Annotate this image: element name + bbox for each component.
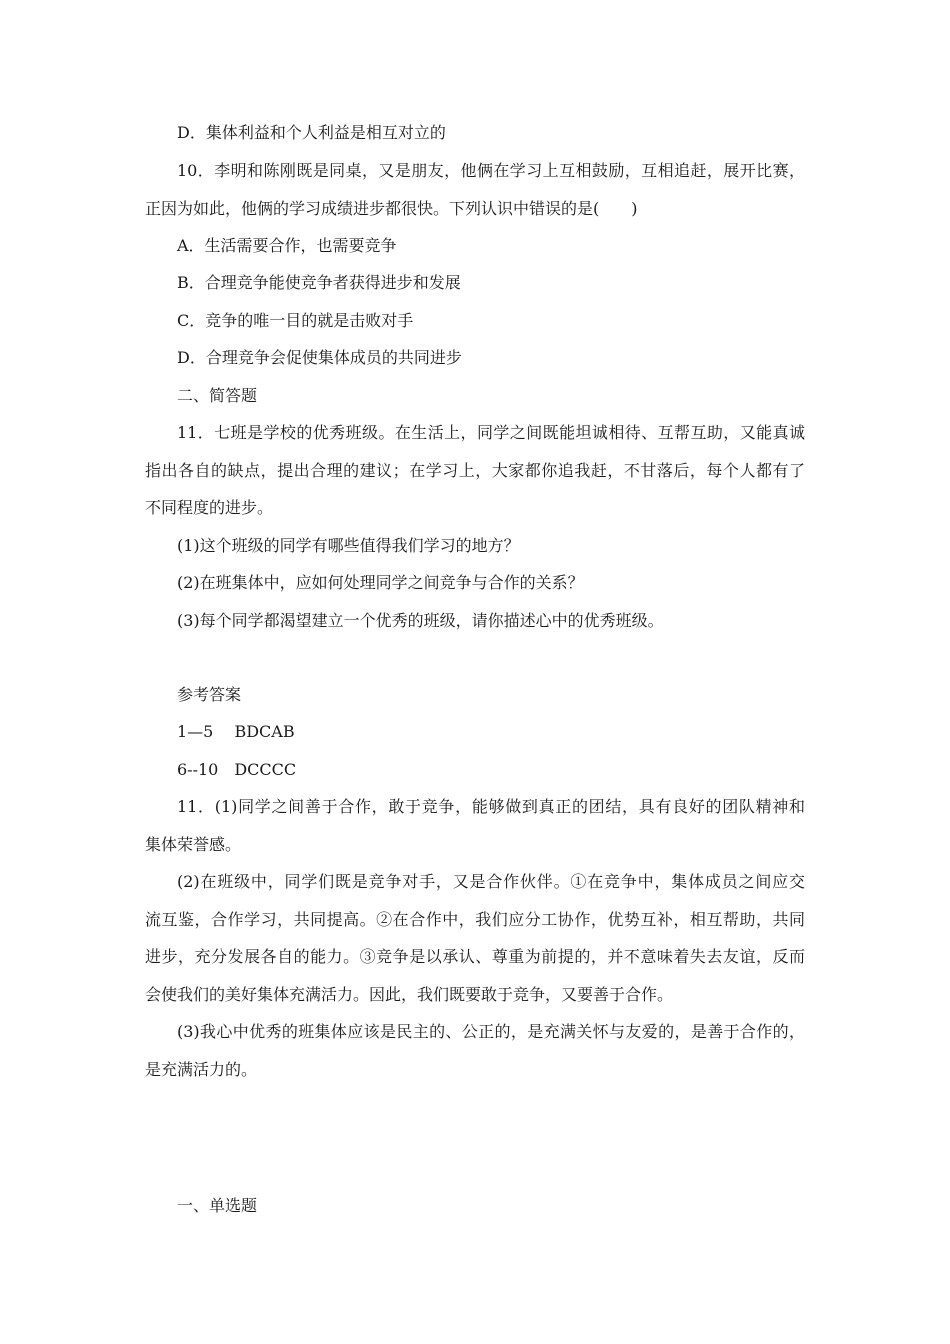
answers-row1: 1—5 BDCAB xyxy=(177,722,295,741)
q11-sub2: (2)在班集体中，应如何处理同学之间竞争与合作的关系？ xyxy=(177,573,584,592)
answer11-part3-line1: (3)我心中优秀的班集体应该是民主的、公正的，是充满关怀与友爱的，是善于合作的， xyxy=(177,1022,805,1041)
answer11-part2-line4: 会使我们的美好集体充满活力。因此，我们既要敢于竞争，又要善于合作。 xyxy=(145,985,674,1004)
q10-option-c: C．竞争的唯一目的就是击败对手 xyxy=(177,311,414,330)
q9-option-d: D．集体利益和个人利益是相互对立的 xyxy=(177,123,446,142)
q10-option-d: D．合理竞争会促使集体成员的共同进步 xyxy=(177,348,462,367)
q11-sub1: (1)这个班级的同学有哪些值得我们学习的地方？ xyxy=(177,536,520,555)
answer11-part1-line1: 11．(1)同学之间善于合作，敢于竞争，能够做到真正的团结，具有良好的团队精神和 xyxy=(177,797,805,816)
answer11-part3-line2: 是充满活力的。 xyxy=(145,1060,258,1079)
q11-stem-line2: 指出各自的缺点，提出合理的建议；在学习上，大家都你追我赶，不甘落后，每个人都有了 xyxy=(145,461,805,480)
section1-title: 一、单选题 xyxy=(177,1196,258,1215)
q10-option-a: A．生活需要合作，也需要竞争 xyxy=(177,236,397,255)
answer11-part1-line2: 集体荣誉感。 xyxy=(145,835,242,854)
q10-stem-line2: 正因为如此，他俩的学习成绩进步都很快。下列认识中错误的是( ) xyxy=(145,199,638,218)
section2-title: 二、简答题 xyxy=(177,386,258,405)
answer11-part2-line1: (2)在班级中，同学们既是竞争对手，又是合作伙伴。①在竞争中，集体成员之间应交 xyxy=(177,872,805,891)
answers-row2: 6--10 DCCCC xyxy=(177,760,297,779)
q10-stem-line1: 10．李明和陈刚既是同桌，又是朋友，他俩在学习上互相鼓励，互相追赶，展开比赛， xyxy=(177,161,805,180)
answers-title: 参考答案 xyxy=(177,685,242,704)
answer11-part2-line2: 流互鉴，合作学习，共同提高。②在合作中，我们应分工协作，优势互补，相互帮助，共同 xyxy=(145,910,805,929)
q11-stem-line1: 11．七班是学校的优秀班级。在生活上，同学之间既能坦诚相待、互帮互助，又能真诚 xyxy=(177,423,805,442)
q10-option-b: B．合理竞争能使竞争者获得进步和发展 xyxy=(177,273,461,292)
answer11-part2-line3: 进步，充分发展各自的能力。③竞争是以承认、尊重为前提的，并不意味着失去友谊，反而 xyxy=(145,947,805,966)
q11-stem-line3: 不同程度的进步。 xyxy=(145,498,274,517)
q11-sub3: (3)每个同学都渴望建立一个优秀的班级，请你描述心中的优秀班级。 xyxy=(177,611,664,630)
